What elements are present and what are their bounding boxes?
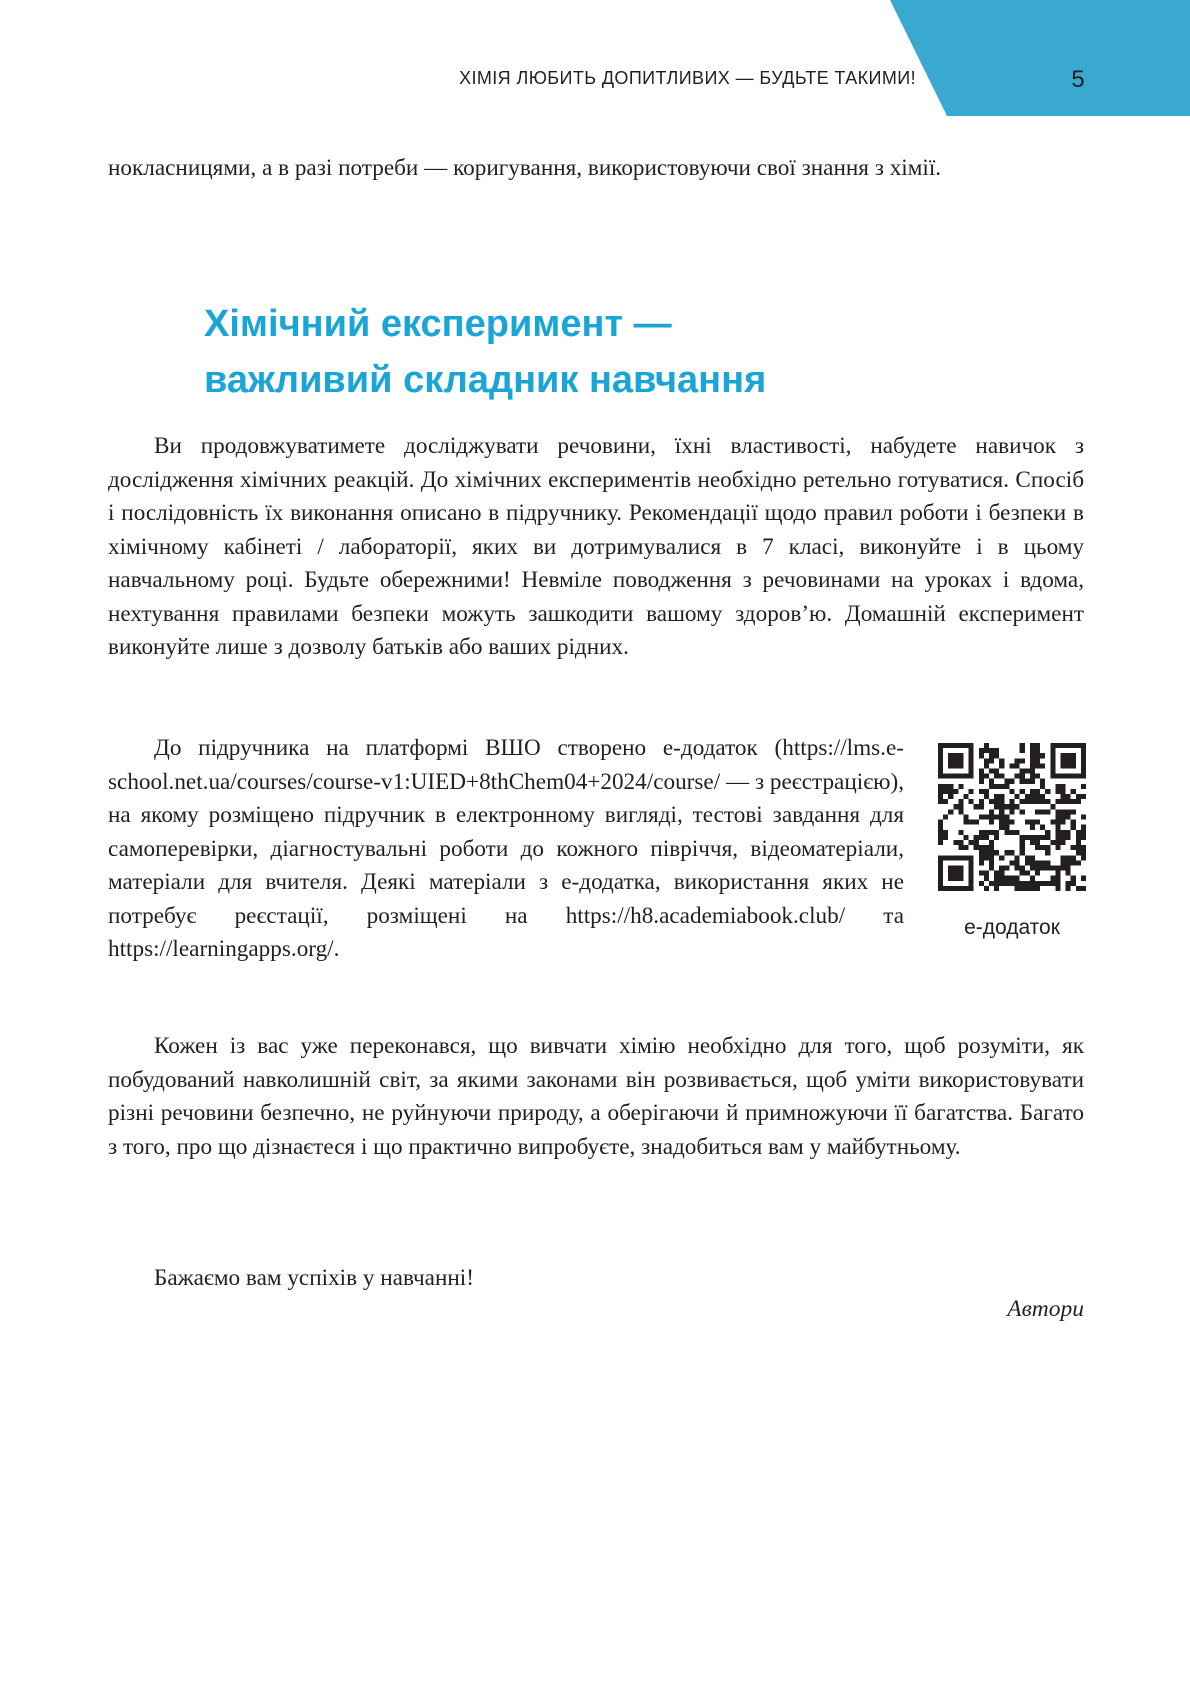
running-header: ХІМІЯ ЛЮБИТЬ ДОПИТЛИВИХ — БУДЬТЕ ТАКИМИ! xyxy=(459,68,916,88)
experiment-paragraph xyxy=(108,430,1084,665)
heading-line-1: Хімічний експеримент — xyxy=(204,303,672,345)
wish-line xyxy=(108,1262,1084,1296)
experiment-paragraph-text: Ви продовжуватимете досліджувати речовини, їхні властивості, набудете навичок з дослідження хімічних реакцій. До хімічних експериментів необхідно ретельно готуватися. Спосіб і послідовність їх виконання описано в підручнику. Рекомендації щодо правил роботи і безпеки в хімічному кабінеті / лабораторії, яких ви дотримувалися в 7 класі, виконуйте і в цьому навчальному році. Будьте обережними! Невміле поводження з речовинами на уроках і вдома, нехтування правилами безпеки можуть зашкодити вашому здоров’ю. Домашній експеримент виконуйте лише з дозволу батьків або ваших рідних. xyxy=(108,433,1084,660)
qr-code-icon xyxy=(938,743,1086,891)
intro-paragraph: нокласницями, а в разі потреби — коригування, використовуючи свої знання з хімії. xyxy=(108,155,942,181)
wish-line-text: Бажаємо вам успіхів у навчанні! xyxy=(154,1265,474,1291)
qr-caption: е-додаток xyxy=(964,916,1060,939)
conclusion-paragraph-text: Кожен із вас уже переконався, що вивчати хімію необхідно для того, щоб розуміти, як побудований навколишній світ, за якими законами він розвивається, щоб уміти використовувати різні речовини безпечно, не руйнуючи природу, а оберігаючи й примножуючи її багатства. Багато з того, про що дізнаєтеся і що практично випробуєте, знадобиться вам у майбутньому. xyxy=(108,1033,1084,1160)
heading-line-2: важливий складник навчання xyxy=(204,359,767,401)
e-supplement-paragraph-text: До підручника на платформі ВШО створено е-додаток (https://lms.e-school.net.ua/courses/course-v1:UIED+8thChem04+2024/course/ — з реєстрацією), на якому розміщено підручник в електронному вигляді, тестові завдання для самоперевірки, діагностувальні роботи до кожного півріччя, відеоматеріали, матеріали для вчителя. Деякі матеріали з е-додатка, використання яких не потребує реєстації, розміщені на https://h8.academiabook.club/ та https://learningapps.org/. xyxy=(108,735,904,962)
conclusion-paragraph xyxy=(108,1030,1084,1164)
page-number: 5 xyxy=(1071,66,1085,93)
section-heading xyxy=(204,296,766,408)
page-corner-tab xyxy=(890,0,1190,116)
e-supplement-paragraph xyxy=(108,732,904,967)
signature: Автори xyxy=(1007,1296,1084,1322)
